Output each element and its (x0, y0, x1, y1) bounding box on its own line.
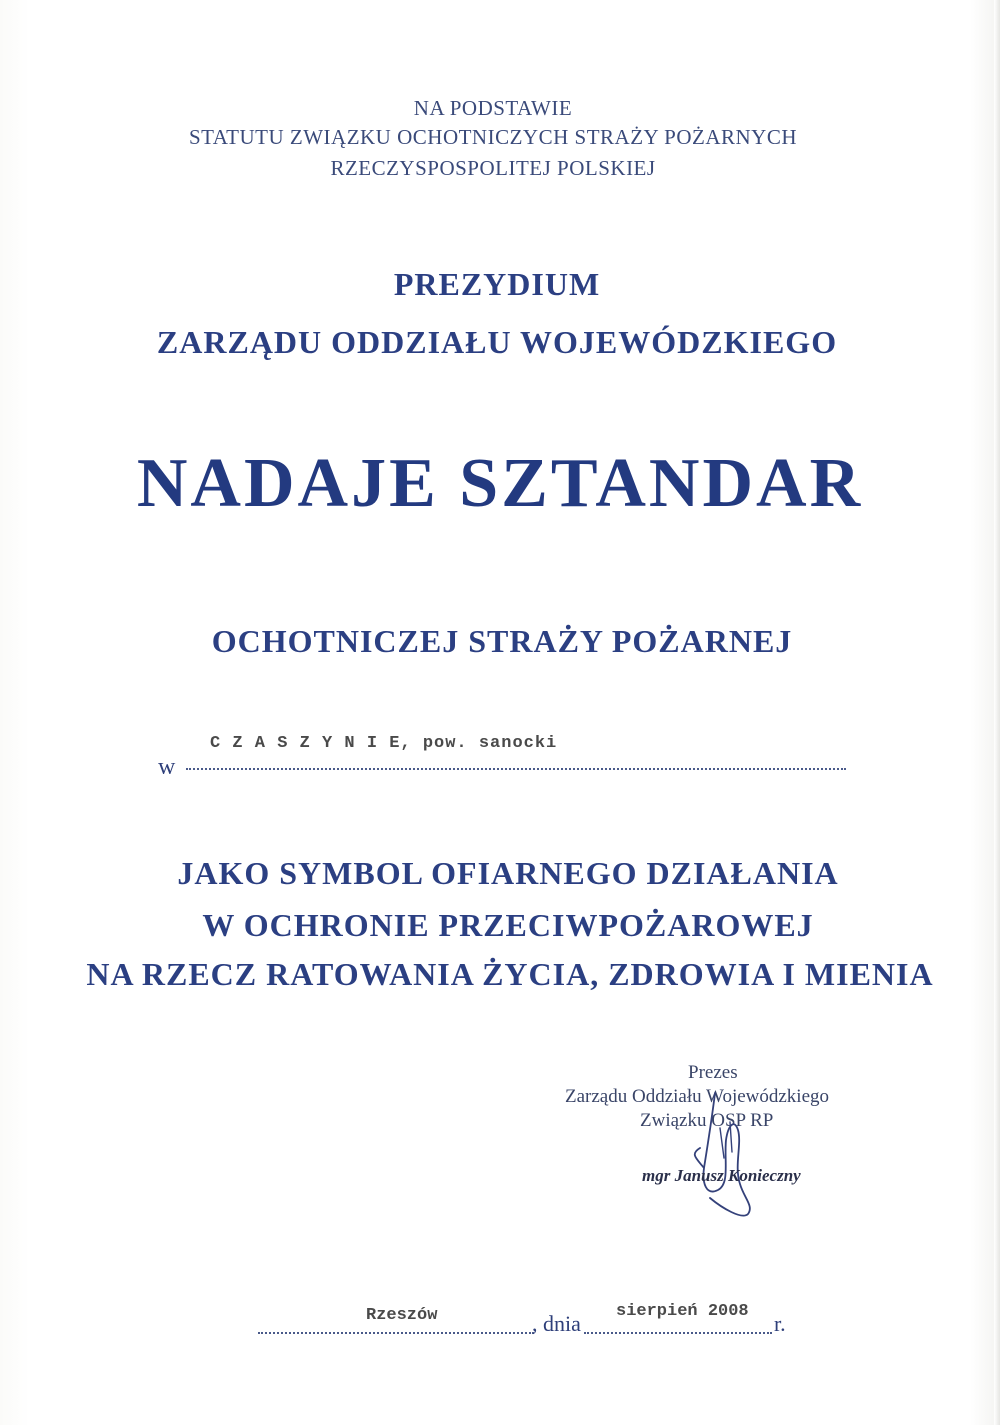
signatory-org-line-2: Związku OSP RP (640, 1110, 774, 1131)
place-dotted-line (258, 1332, 534, 1334)
recipient: OCHOTNICZEJ STRAŻY POŻARNEJ (211, 623, 793, 659)
issuer-line-1: PREZYDIUM (393, 266, 601, 302)
date-label: , dnia (532, 1311, 581, 1336)
location-dotted-line (186, 768, 846, 770)
signatory-org-line-1: Zarządu Oddziału Wojewódzkiego (565, 1086, 830, 1107)
certificate-title: NADAJE SZTANDAR (136, 445, 864, 522)
location-value: C Z A S Z Y N I E, pow. sanocki (210, 734, 558, 753)
date-value: sierpień 2008 (616, 1302, 749, 1321)
legal-basis-line-2: STATUTU ZWIĄZKU OCHOTNICZYCH STRAŻY POŻARNYCH (188, 125, 798, 149)
date-dotted-line (584, 1332, 772, 1334)
signatory-role: Prezes (688, 1062, 738, 1083)
handwritten-signature (660, 1088, 780, 1218)
purpose-line-3: NA RZECZ RATOWANIA ŻYCIA, ZDROWIA I MIENIA (86, 956, 934, 992)
signatory-name: mgr Janusz Konieczny (642, 1166, 801, 1185)
purpose-line-2: W OCHRONIE PRZECIWPOŻAROWEJ (202, 907, 814, 943)
year-suffix: r. (774, 1311, 786, 1336)
location-prefix: w (158, 754, 176, 780)
page-edge-shadow (994, 0, 1000, 1425)
purpose-line-1: JAKO SYMBOL OFIARNEGO DZIAŁANIA (177, 855, 839, 891)
place-value: Rzeszów (366, 1306, 438, 1325)
legal-basis-line-3: RZECZYSPOSPOLITEJ POLSKIEJ (330, 156, 656, 180)
issuer-line-2: ZARZĄDU ODDZIAŁU WOJEWÓDZKIEGO (156, 324, 838, 360)
legal-basis-line-1: NA PODSTAWIE (413, 96, 573, 120)
